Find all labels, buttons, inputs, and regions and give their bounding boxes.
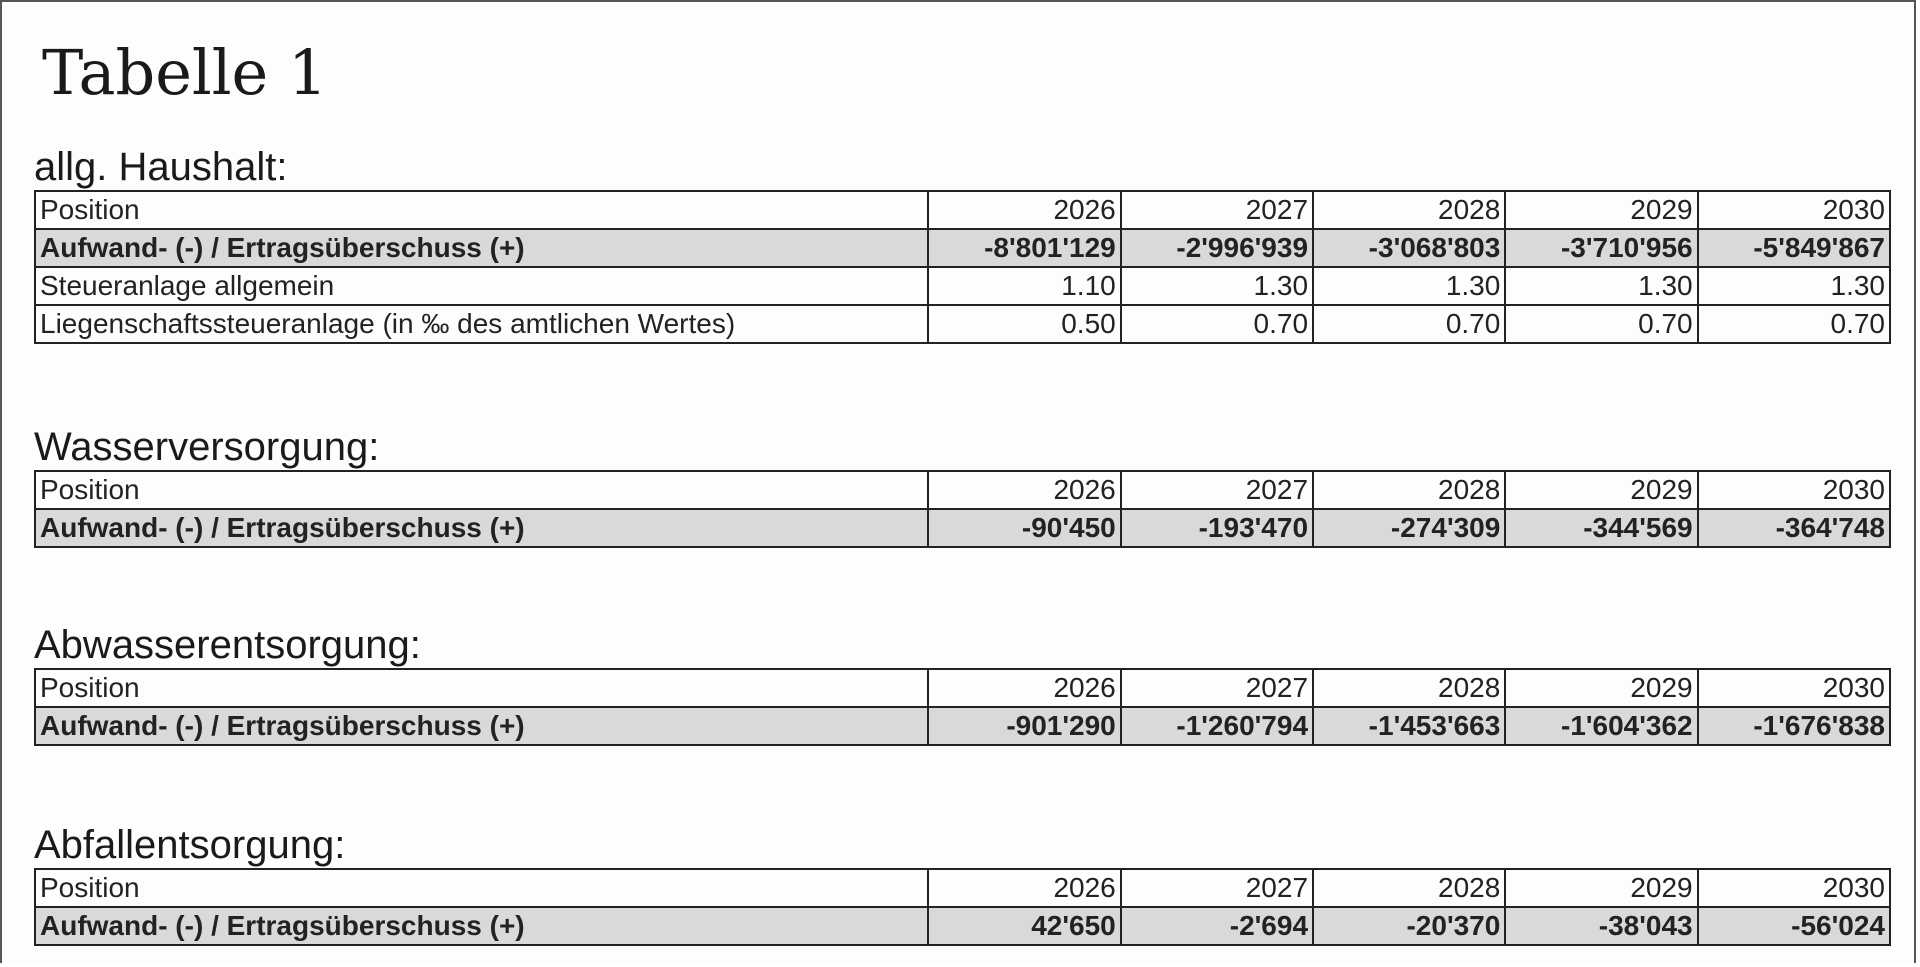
cell-value: -344'569 xyxy=(1505,509,1697,547)
cell-value: -56'024 xyxy=(1698,907,1890,945)
header-position: Position xyxy=(35,191,928,229)
header-year: 2029 xyxy=(1505,471,1697,509)
section-heading: Abwasserentsorgung: xyxy=(34,623,421,667)
section-heading: allg. Haushalt: xyxy=(34,145,288,189)
header-year: 2030 xyxy=(1698,669,1890,707)
cell-value: -1'260'794 xyxy=(1121,707,1313,745)
header-year: 2030 xyxy=(1698,869,1890,907)
cell-value: 1.30 xyxy=(1313,267,1505,305)
cell-value: -901'290 xyxy=(928,707,1120,745)
header-year: 2027 xyxy=(1121,869,1313,907)
header-year: 2030 xyxy=(1698,471,1890,509)
cell-value: 42'650 xyxy=(928,907,1120,945)
row-label: Aufwand- (-) / Ertragsüberschuss (+) xyxy=(35,707,928,745)
row-label: Aufwand- (-) / Ertragsüberschuss (+) xyxy=(35,907,928,945)
cell-value: 0.70 xyxy=(1505,305,1697,343)
header-year: 2026 xyxy=(928,669,1120,707)
cell-value: 0.70 xyxy=(1121,305,1313,343)
header-year: 2029 xyxy=(1505,191,1697,229)
section-allg-haushalt xyxy=(34,144,1891,344)
section-wasserversorgung xyxy=(34,424,1891,548)
table-row-surplus xyxy=(35,229,1890,267)
table-header-row xyxy=(35,869,1890,907)
header-position: Position xyxy=(35,869,928,907)
row-label: Aufwand- (-) / Ertragsüberschuss (+) xyxy=(35,509,928,547)
header-position: Position xyxy=(35,471,928,509)
section-heading: Wasserversorgung: xyxy=(34,425,380,469)
header-year: 2028 xyxy=(1313,869,1505,907)
cell-value: -2'694 xyxy=(1121,907,1313,945)
header-year: 2027 xyxy=(1121,669,1313,707)
header-year: 2029 xyxy=(1505,869,1697,907)
header-year: 2027 xyxy=(1121,471,1313,509)
cell-value: -274'309 xyxy=(1313,509,1505,547)
row-label: Liegenschaftssteueranlage (in ‰ des amtlichen Wertes) xyxy=(35,305,928,343)
finance-table xyxy=(34,190,1891,344)
finance-table xyxy=(34,868,1891,946)
table-row-surplus xyxy=(35,907,1890,945)
header-year: 2030 xyxy=(1698,191,1890,229)
cell-value: -8'801'129 xyxy=(928,229,1120,267)
table-header-row xyxy=(35,669,1890,707)
cell-value: -38'043 xyxy=(1505,907,1697,945)
table-row-surplus xyxy=(35,707,1890,745)
cell-value: 0.70 xyxy=(1313,305,1505,343)
cell-value: -193'470 xyxy=(1121,509,1313,547)
table-row-surplus xyxy=(35,509,1890,547)
finance-table xyxy=(34,668,1891,746)
table-header-row xyxy=(35,191,1890,229)
cell-value: 0.50 xyxy=(928,305,1120,343)
header-year: 2027 xyxy=(1121,191,1313,229)
header-position: Position xyxy=(35,669,928,707)
cell-value: -1'604'362 xyxy=(1505,707,1697,745)
cell-value: 1.30 xyxy=(1121,267,1313,305)
section-abfallentsorgung xyxy=(34,822,1891,946)
document-title: Tabelle 1 xyxy=(42,36,328,109)
cell-value: -20'370 xyxy=(1313,907,1505,945)
header-year: 2028 xyxy=(1313,669,1505,707)
cell-value: 1.10 xyxy=(928,267,1120,305)
cell-value: 0.70 xyxy=(1698,305,1890,343)
cell-value: -1'453'663 xyxy=(1313,707,1505,745)
table-row-tax-rate xyxy=(35,267,1890,305)
cell-value: 1.30 xyxy=(1505,267,1697,305)
cell-value: 1.30 xyxy=(1698,267,1890,305)
header-year: 2029 xyxy=(1505,669,1697,707)
section-heading: Abfallentsorgung: xyxy=(34,823,346,867)
cell-value: -90'450 xyxy=(928,509,1120,547)
table-row-property-tax xyxy=(35,305,1890,343)
cell-value: -2'996'939 xyxy=(1121,229,1313,267)
row-label: Steueranlage allgemein xyxy=(35,267,928,305)
cell-value: -364'748 xyxy=(1698,509,1890,547)
header-year: 2026 xyxy=(928,191,1120,229)
header-year: 2026 xyxy=(928,471,1120,509)
cell-value: -5'849'867 xyxy=(1698,229,1890,267)
header-year: 2028 xyxy=(1313,191,1505,229)
finance-table xyxy=(34,470,1891,548)
header-year: 2028 xyxy=(1313,471,1505,509)
cell-value: -3'068'803 xyxy=(1313,229,1505,267)
table-header-row xyxy=(35,471,1890,509)
cell-value: -1'676'838 xyxy=(1698,707,1890,745)
header-year: 2026 xyxy=(928,869,1120,907)
row-label: Aufwand- (-) / Ertragsüberschuss (+) xyxy=(35,229,928,267)
section-abwasserentsorgung xyxy=(34,622,1891,746)
cell-value: -3'710'956 xyxy=(1505,229,1697,267)
